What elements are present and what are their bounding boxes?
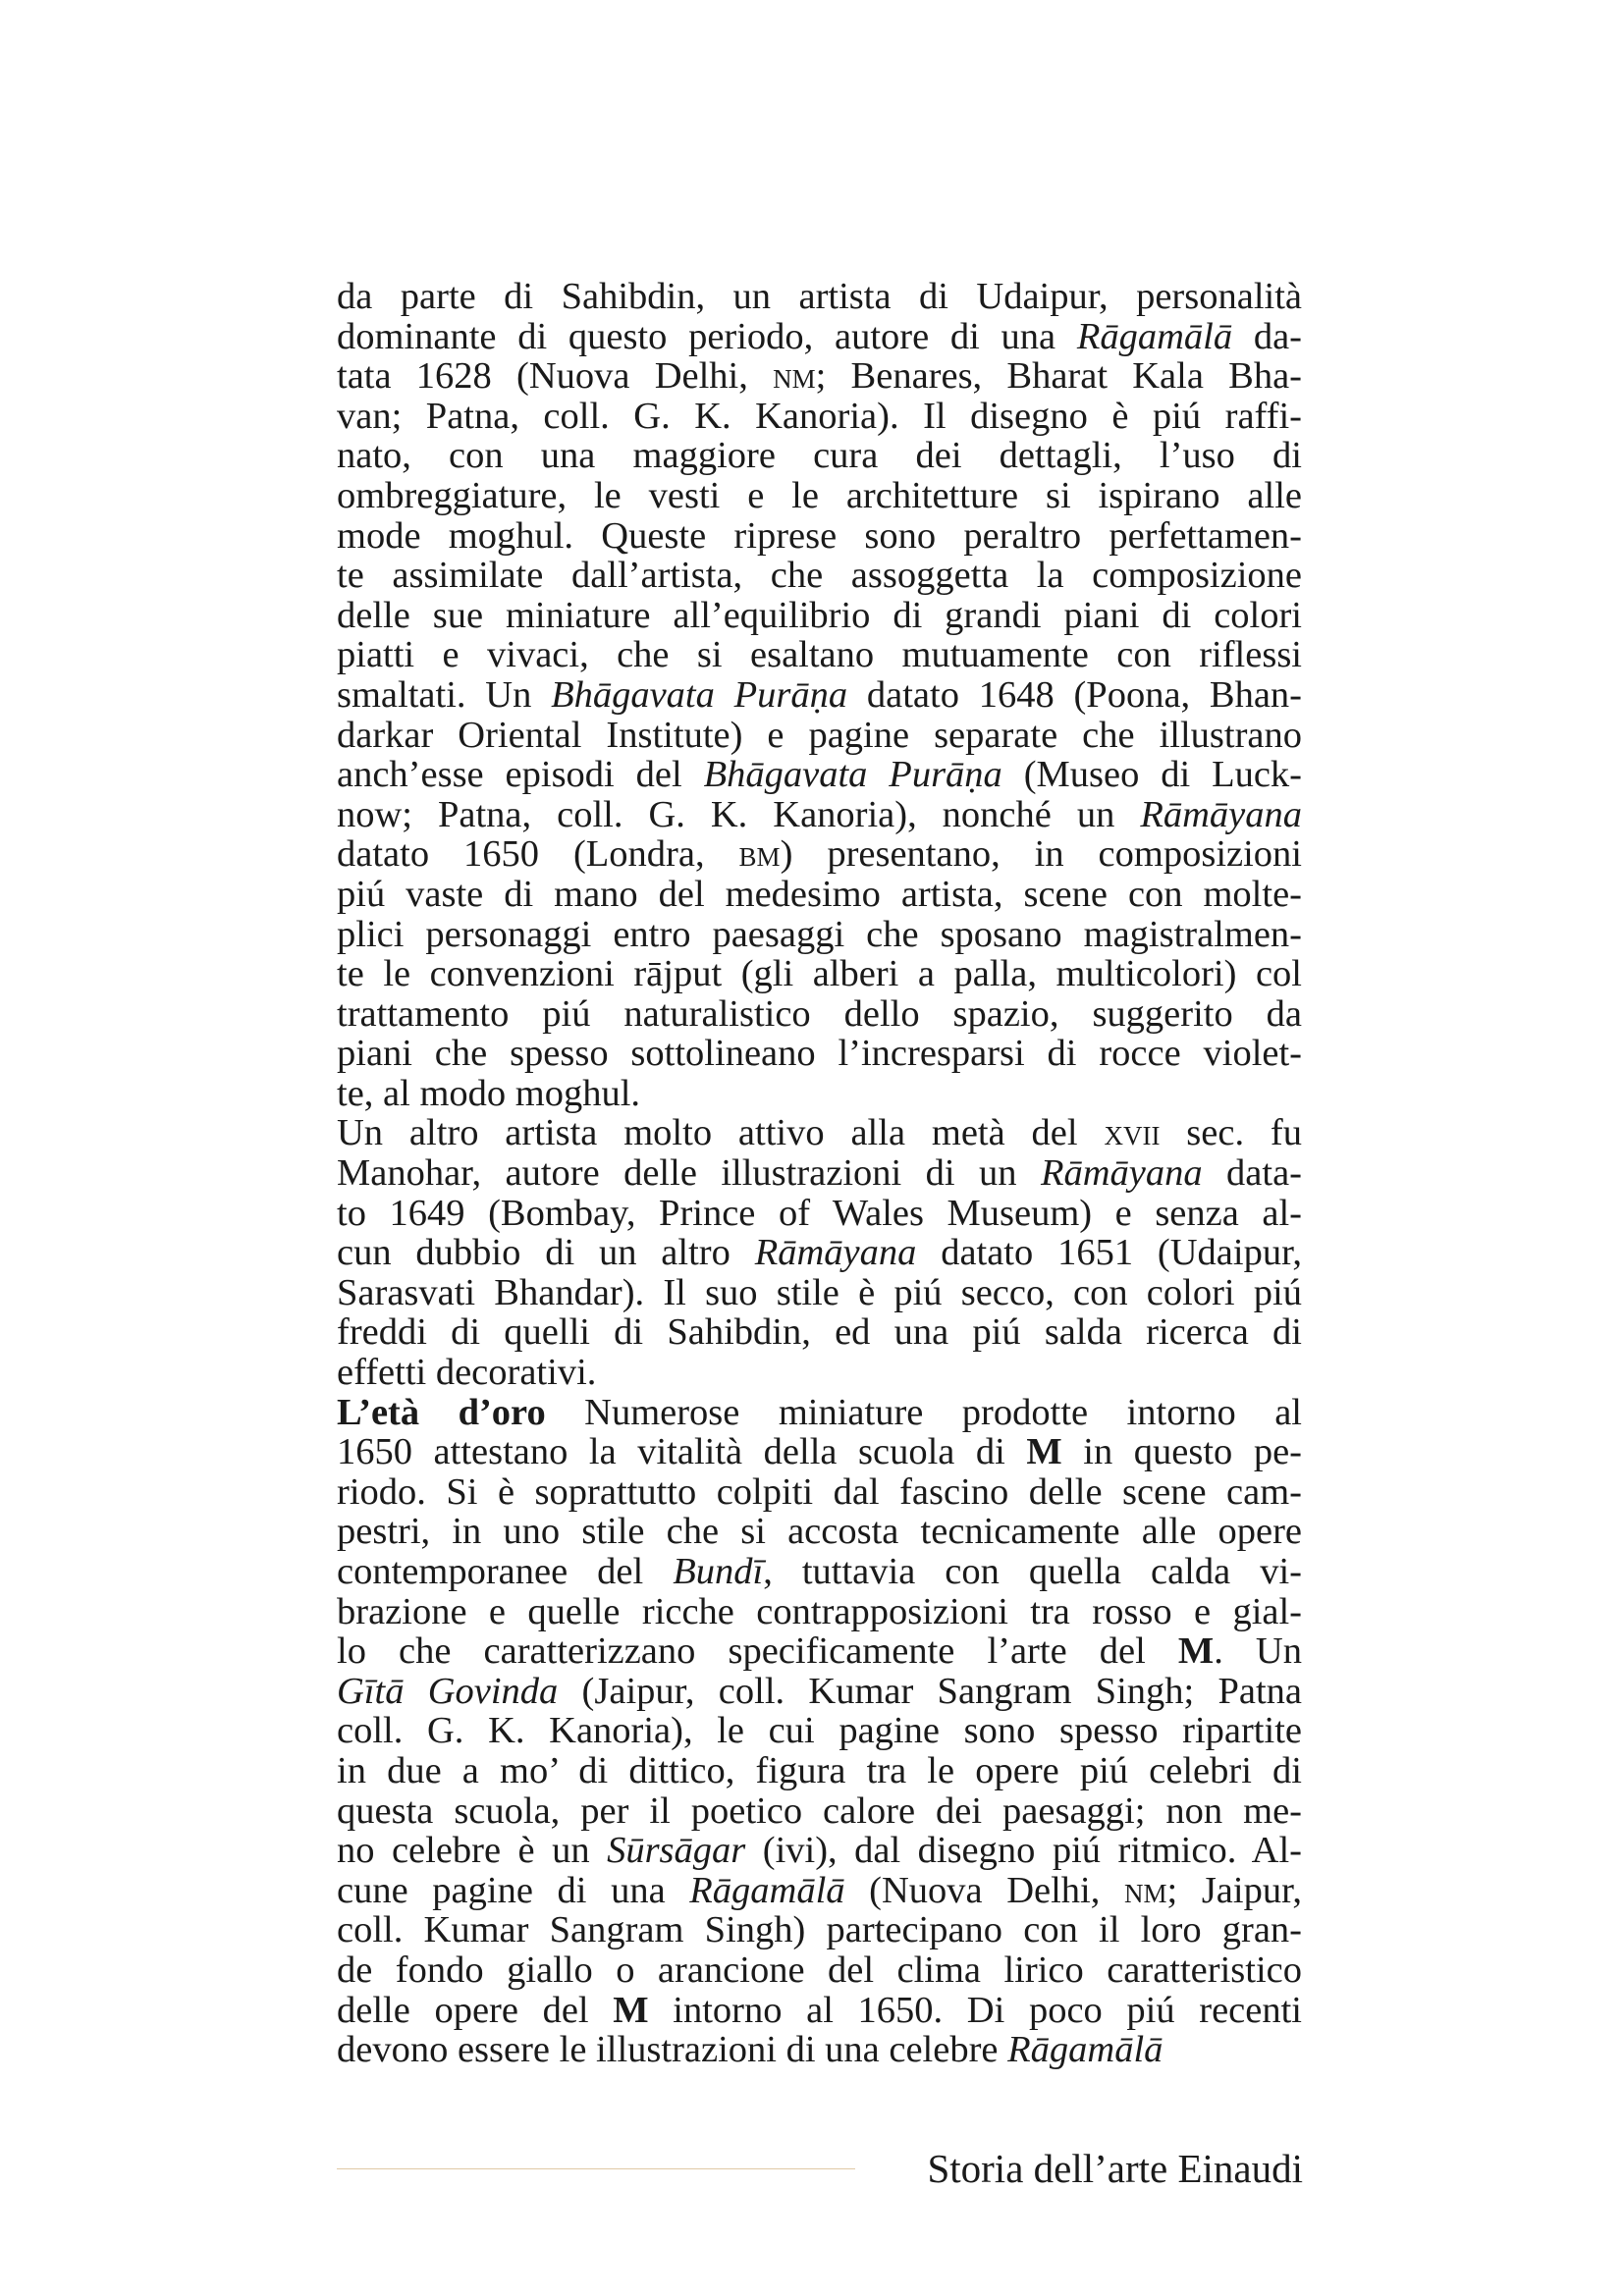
- italic-title: Rāgamālā: [689, 1870, 845, 1911]
- body-text: [337, 277, 1302, 2070]
- text-line: coll. Kumar Sangram Singh) partecipano con il loro gran-: [337, 1910, 1302, 1950]
- text-line: trattamento piú naturalistico dello spazio, suggerito da: [337, 993, 1302, 1035]
- italic-title: Rāmāyana: [1040, 1153, 1203, 1194]
- text-line: to 1649 (Bombay, Prince of Wales Museum) e senza al-: [337, 1193, 1302, 1234]
- text-line: coll. G. K. Kanoria), le cui pagine sono spesso ripartite: [337, 1711, 1302, 1751]
- bold-term: L’età d’oro: [337, 1392, 546, 1433]
- text-line: datato 1650 (Londra, bm) presentano, in composizioni: [337, 834, 1302, 875]
- text-line: Gītā Govinda (Jaipur, coll. Kumar Sangram Singh; Patna: [337, 1671, 1302, 1712]
- text-line: cun dubbio di un altro Rāmāyana datato 1651 (Udaipur,: [337, 1233, 1302, 1273]
- text-line: pestri, in uno stile che si accosta tecnicamente alle opere: [337, 1512, 1302, 1552]
- text-line: lo che caratterizzano specificamente l’arte del M. Un: [337, 1631, 1302, 1672]
- abbreviation: xvii: [1104, 1113, 1161, 1154]
- abbreviation: nm: [773, 356, 816, 397]
- italic-title: Rāgamālā: [1076, 316, 1233, 357]
- text-line: te le convenzioni rājput (gli alberi a palla, multicolori) col: [337, 954, 1302, 994]
- text-line: freddi di quelli di Sahibdin, ed una piú salda ricerca di: [337, 1312, 1302, 1354]
- text-line: ombreggiature, le vesti e le architetture si ispirano alle: [337, 475, 1302, 516]
- text-line: nato, con una maggiore cura dei dettagli, l’uso di: [337, 436, 1302, 476]
- text-line: devono essere le illustrazioni di una celebre Rāgamālā: [337, 2030, 1163, 2070]
- text-line: piani che spesso sottolineano l’incresparsi di rocce violet-: [337, 1034, 1302, 1074]
- text-line: piú vaste di mano del medesimo artista, scene con molte-: [337, 874, 1302, 915]
- text-line: L’età d’oro Numerose miniature prodotte intorno al: [337, 1392, 1302, 1433]
- text-line: da parte di Sahibdin, un artista di Udaipur, personalità: [337, 277, 1302, 317]
- text-line: smaltati. Un Bhāgavata Purāṇa datato 1648 (Poona, Bhan-: [337, 674, 1302, 716]
- italic-title: Rāgamālā: [1007, 2030, 1163, 2070]
- text-line: van; Patna, coll. G. K. Kanoria). Il disegno è piú raffi-: [337, 396, 1302, 437]
- text-line: darkar Oriental Institute) e pagine separate che illustrano: [337, 715, 1302, 756]
- text-line: no celebre è un Sūrsāgar (ivi), dal disegno piú ritmico. Al-: [337, 1831, 1302, 1871]
- text-line: Manohar, autore delle illustrazioni di un Rāmāyana data-: [337, 1153, 1302, 1194]
- abbreviation: nm: [1124, 1870, 1167, 1911]
- text-line: delle sue miniature all’equilibrio di grandi piani di colori: [337, 595, 1302, 636]
- text-line: te assimilate dall’artista, che assoggetta la composizione: [337, 556, 1302, 596]
- text-line: anch’esse episodi del Bhāgavata Purāṇa (Museo di Luck-: [337, 755, 1302, 795]
- text-line: riodo. Si è soprattutto colpiti dal fascino delle scene cam-: [337, 1471, 1302, 1513]
- bold-term: M: [613, 1990, 649, 2031]
- text-line: brazione e quelle ricche contrapposizioni tra rosso e gial-: [337, 1591, 1302, 1632]
- text-line: effetti decorativi.: [337, 1353, 597, 1393]
- text-line: Un altro artista molto attivo alla metà del xvii sec. fu: [337, 1113, 1302, 1154]
- footer-rule: [337, 2168, 855, 2169]
- italic-title: Bhāgavata Purāṇa: [551, 674, 848, 716]
- text-line: 1650 attestano la vitalità della scuola di M in questo pe-: [337, 1432, 1302, 1472]
- text-line: dominante di questo periodo, autore di una Rāgamālā da-: [337, 316, 1302, 357]
- text-line: delle opere del M intorno al 1650. Di poco piú recenti: [337, 1990, 1302, 2031]
- italic-title: Bundī: [673, 1552, 764, 1592]
- text-line: mode moghul. Queste riprese sono peraltro perfettamen-: [337, 515, 1302, 557]
- italic-title: Gītā Govinda: [337, 1671, 559, 1712]
- text-line: de fondo giallo o arancione del clima lirico caratteristico: [337, 1949, 1302, 1991]
- footer-title: Storia dell’arte Einaudi: [927, 2146, 1303, 2191]
- text-line: te, al modo moghul.: [337, 1073, 641, 1114]
- abbreviation: bm: [738, 834, 781, 875]
- bold-term: M: [1026, 1432, 1062, 1472]
- text-line: Sarasvati Bhandar). Il suo stile è piú secco, con colori piú: [337, 1272, 1302, 1313]
- text-line: now; Patna, coll. G. K. Kanoria), nonché un Rāmāyana: [337, 794, 1302, 835]
- italic-title: Bhāgavata Purāṇa: [703, 755, 1002, 795]
- text-line: piatti e vivaci, che si esaltano mutuamente con riflessi: [337, 635, 1302, 675]
- text-line: tata 1628 (Nuova Delhi, nm; Benares, Bharat Kala Bha-: [337, 356, 1302, 397]
- italic-title: Sūrsāgar: [607, 1831, 746, 1871]
- text-line: plici personaggi entro paesaggi che sposano magistralmen-: [337, 914, 1302, 955]
- italic-title: Rāmāyana: [754, 1233, 917, 1273]
- text-line: cune pagine di una Rāgamālā (Nuova Delhi, nm; Jaipur,: [337, 1870, 1302, 1911]
- bold-term: M: [1177, 1631, 1215, 1672]
- italic-title: Rāmāyana: [1140, 794, 1302, 835]
- text-line: questa scuola, per il poetico calore dei paesaggi; non me-: [337, 1790, 1302, 1832]
- text-line: contemporanee del Bundī, tuttavia con quella calda vi-: [337, 1552, 1302, 1592]
- text-line: in due a mo’ di dittico, figura tra le opere piú celebri di: [337, 1750, 1302, 1791]
